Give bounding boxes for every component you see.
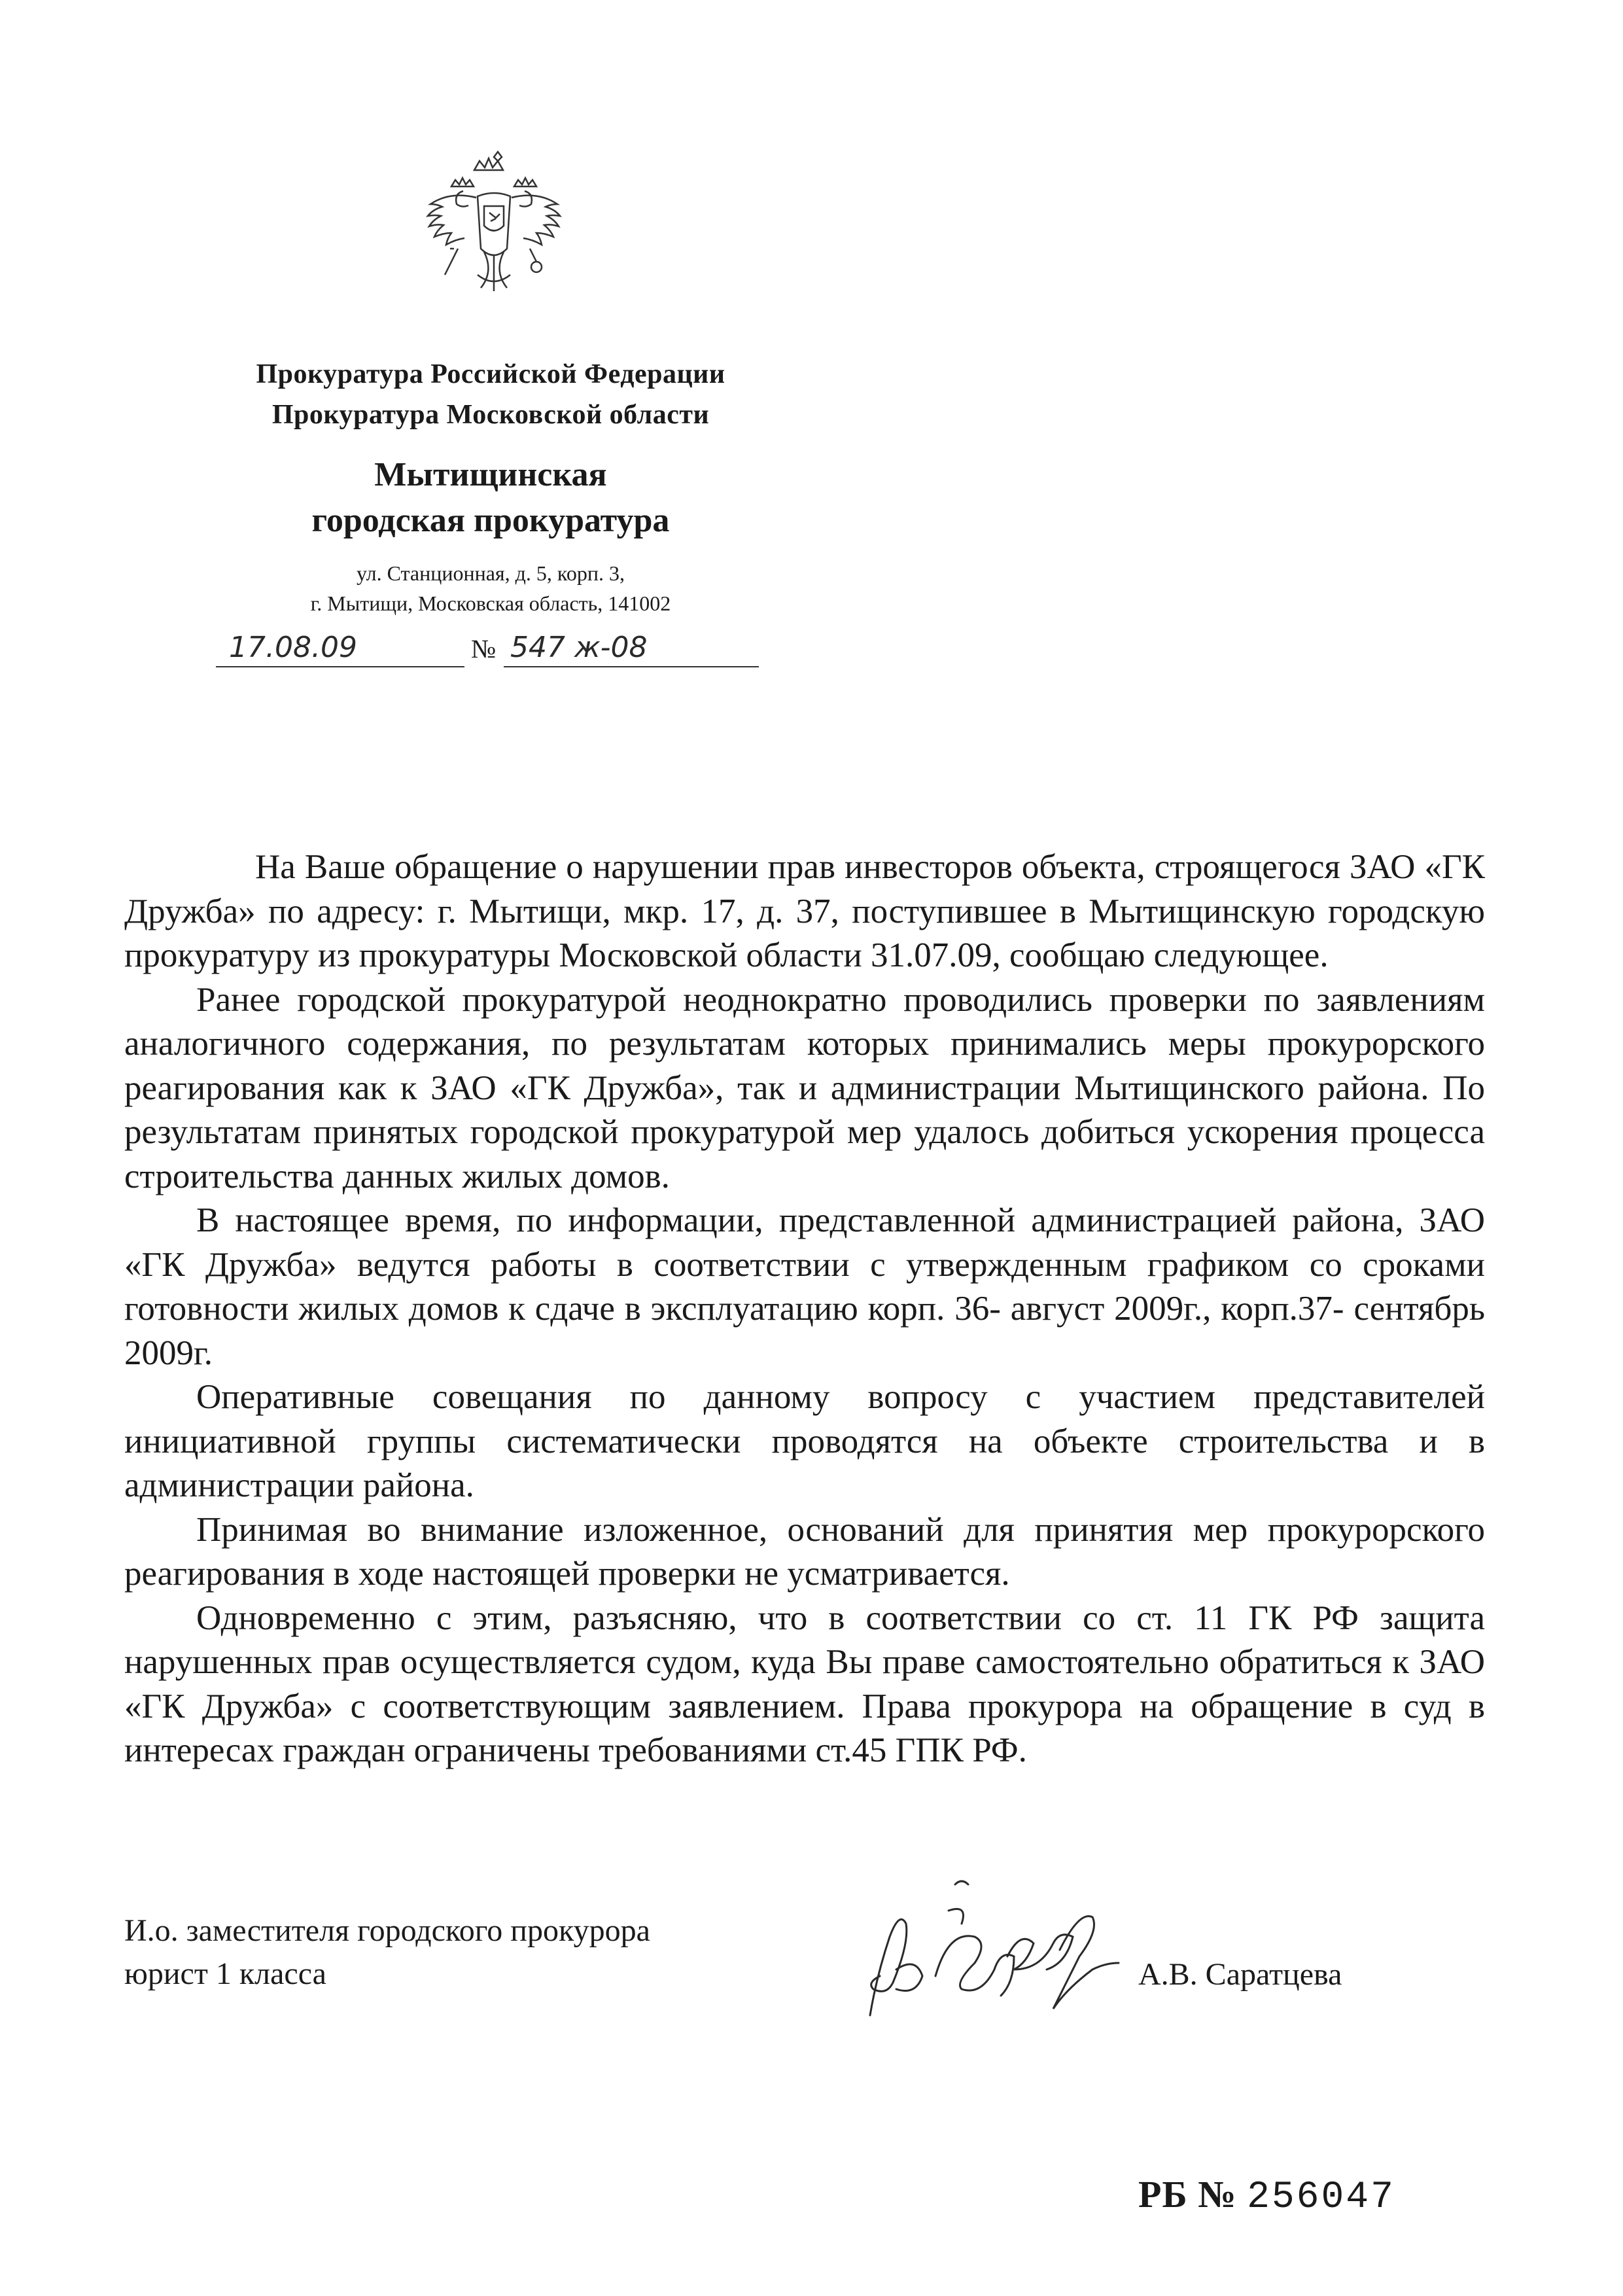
serial-series: РБ № (1138, 2173, 1237, 2216)
body-paragraph: Оперативные совещания по данному вопросу с участием представителей инициативной группы систематически проводятся на объекте строительства и в администрации района. (124, 1378, 1485, 1504)
body-paragraph: Ранее городской прокуратурой неоднократно проводились проверки по заявлениям аналогичного содержания, по результатам которых принимались меры прокурорского реагирования как к ЗАО «ГК Дружба», так и администрации Мытищинского района. По результатам принятых городской прокуратурой мер удалось добиться ускорения процесса строительства данных жилых домов. (124, 980, 1485, 1195)
form-serial-number (1138, 2172, 1395, 2219)
body-paragraph: Принимая во внимание изложенное, оснований для принятия мер прокурорского реагирования в ходе настоящей проверки не усматривается. (124, 1510, 1485, 1593)
address-line2: г. Мытищи, Московская область, 141002 (310, 592, 671, 615)
org-name-line4: городская прокуратура (311, 502, 670, 539)
org-name-line3: Мытищинская (374, 456, 607, 493)
letter-body (124, 845, 1485, 1773)
org-name-line2: Прокуратура Московской области (271, 400, 710, 430)
address-line1: ул. Станционная, д. 5, корп. 3, (357, 561, 625, 585)
registration-number: 547 ж-08 (504, 628, 759, 667)
body-paragraph: На Ваше обращение о нарушении прав инвесторов объекта, строящегося ЗАО «ГК Дружба» по адресу: г. Мытищи, мкр. 17, д. 37, поступившее в Мытищинскую городскую прокуратуру из прокуратуры Московской области 31.07.09, сообщаю следующее. (124, 848, 1485, 974)
body-paragraph: Одновременно с этим, разъясняю, что в соответствии со ст. 11 ГК РФ защита нарушенных прав осуществляется судом, куда Вы праве самостоятельно обратиться к ЗАО «ГК Дружба» с соответствующим заявлением. Права прокурора на обращение в суд в интересах граждан ограничены требованиями ст.45 ГПК РФ. (124, 1598, 1485, 1769)
org-name-line1: Прокуратура Российской Федерации (256, 359, 725, 389)
registration-date: 17.08.09 (216, 628, 464, 667)
body-paragraph: В настоящее время, по информации, представленной администрацией района, ЗАО «ГК Дружба» ведутся работы в соответствии с утвержденным графиком со сроками готовности жилых домов к сдаче в эксплуатацию корп. 36- август 2009г., корп.37- сентябрь 2009г. (124, 1201, 1485, 1372)
signatory-title-line1: И.о. заместителя городского прокурора (124, 1913, 650, 1948)
serial-number: 256047 (1247, 2176, 1395, 2219)
russian-coat-of-arms-icon (412, 150, 576, 301)
signatory-title-line2: юрист 1 класса (124, 1956, 326, 1991)
handwritten-signature-icon (844, 1871, 1145, 2022)
registration-number-label: № (471, 634, 497, 663)
signatory-name: А.В. Саратцева (1138, 1957, 1342, 1992)
